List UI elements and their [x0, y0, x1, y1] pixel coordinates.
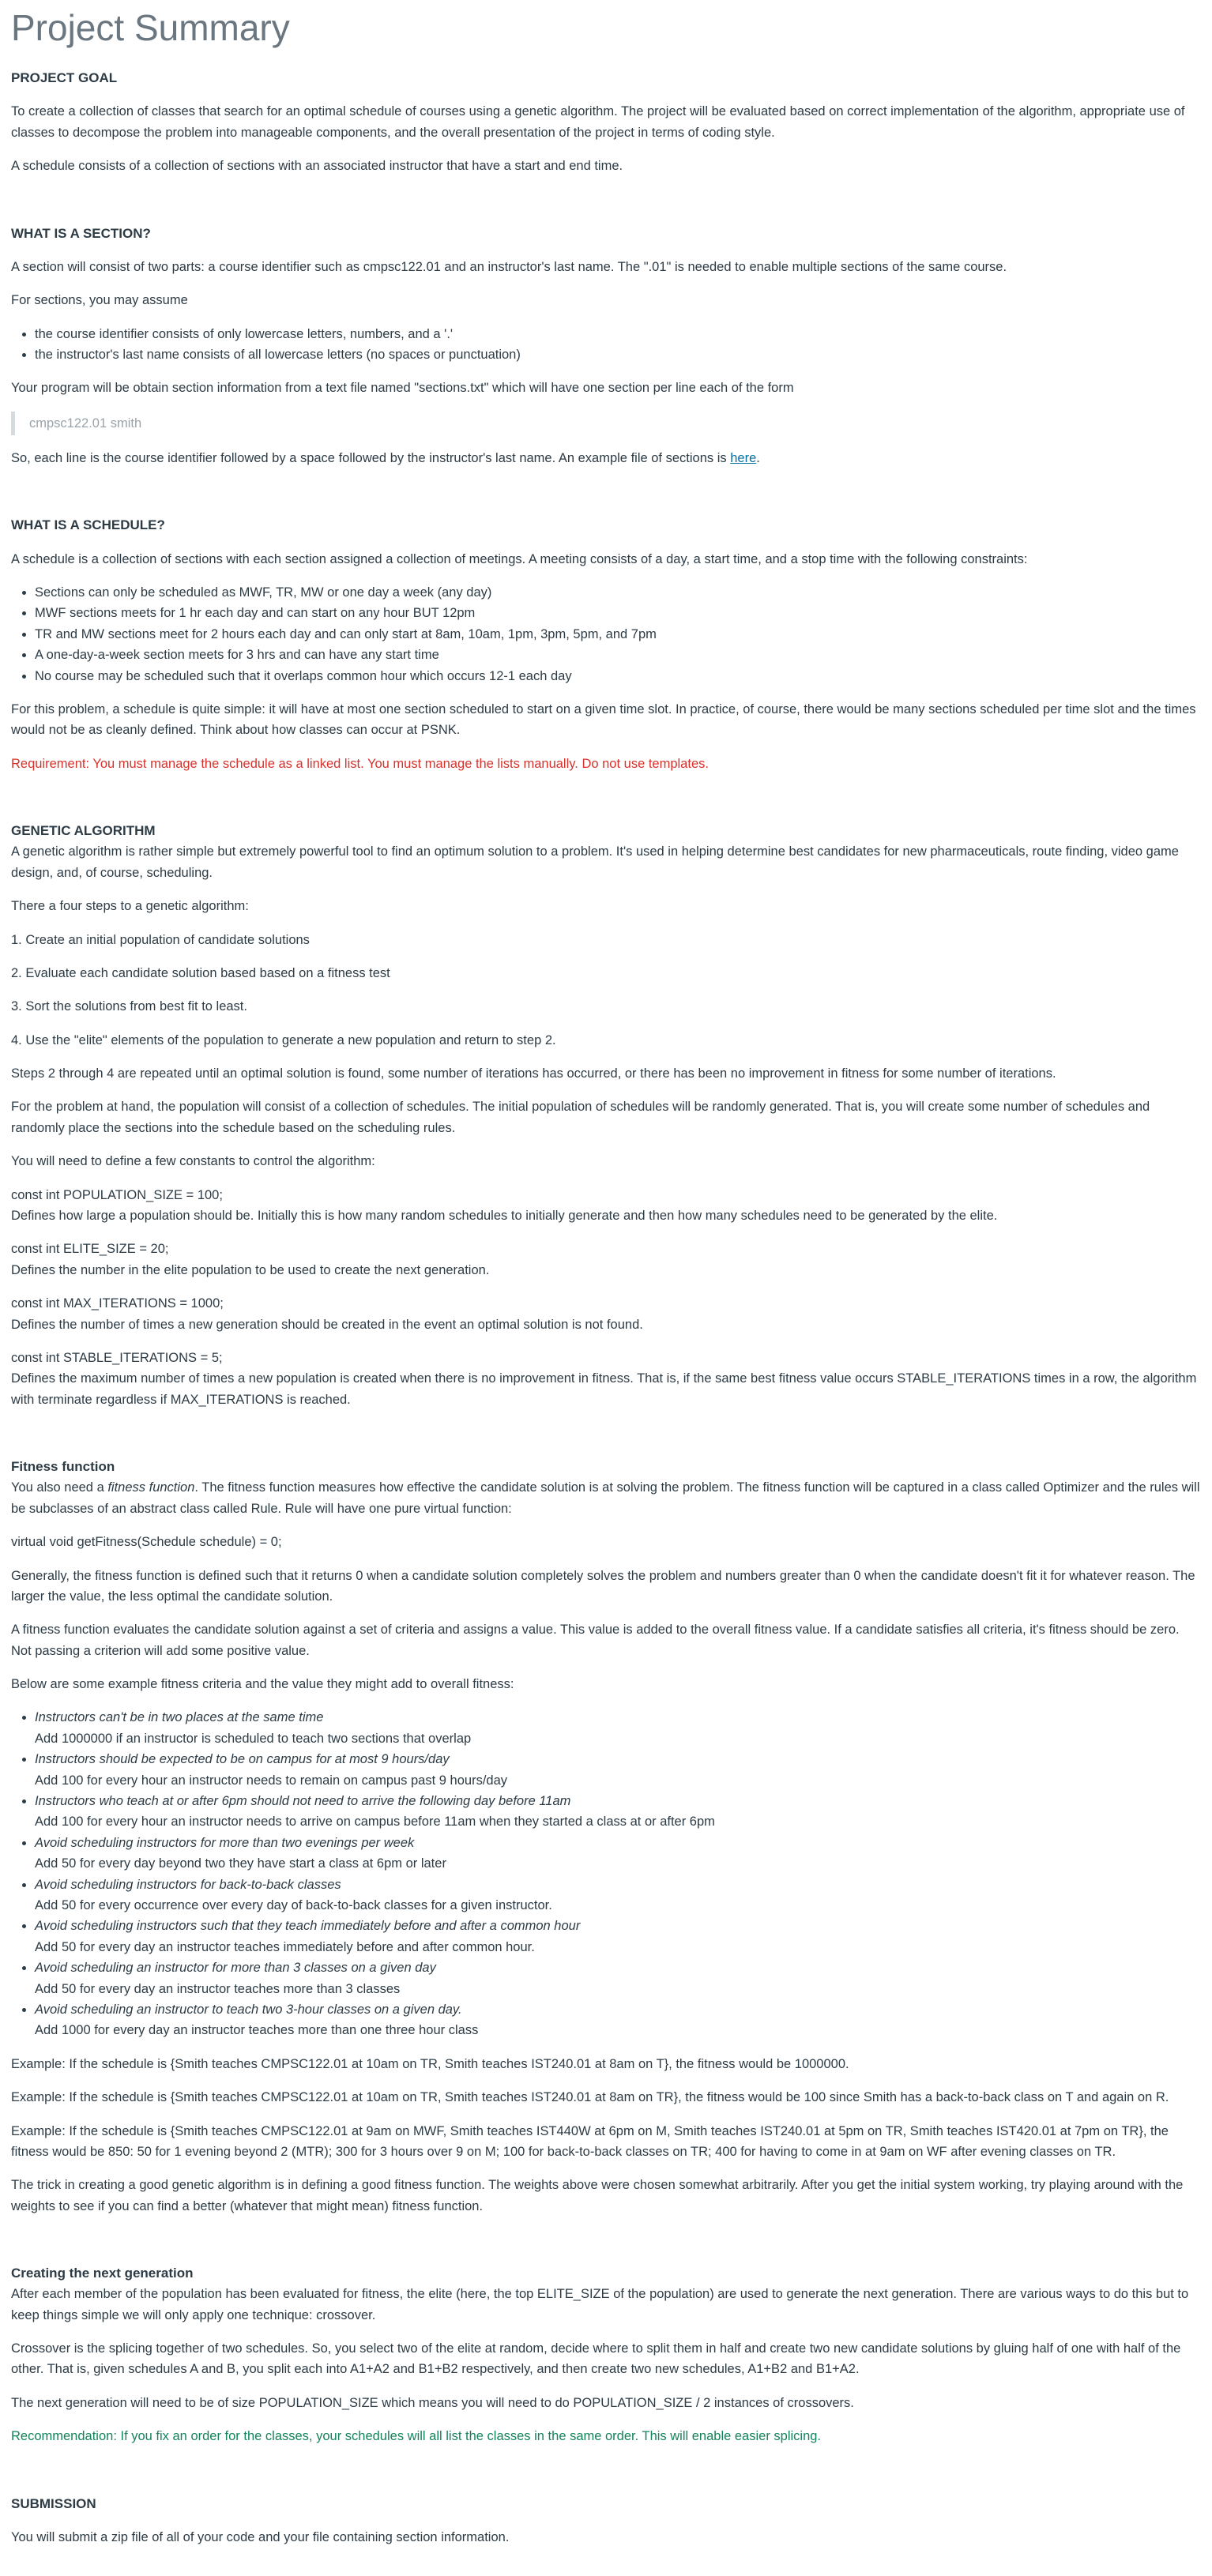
fitness-intro-em: fitness function [107, 1480, 195, 1495]
constant-definition [11, 1293, 1201, 1335]
schedule-intro-paragraph: A schedule is a collection of sections with each section assigned a collection of meetings. A meeting consists of a day, a start time, and a stop time with the following constraints: [11, 551, 1028, 566]
section-assumptions-list [11, 324, 1201, 366]
list-item: • No course may be scheduled such that it overlaps common hour which occurs 12-1 each day [35, 666, 1201, 686]
criterion-title: • Instructors should be expected to be on campus for at most 9 hours/day [35, 1752, 450, 1767]
schedule-constraints-list [11, 582, 1201, 686]
list-item [35, 1833, 1201, 1875]
section-intro-paragraph: A section will consist of two parts: a course identifier such as cmpsc122.01 and an instructor's last name. The ".01" is needed to enable multiple sections of the same course. [11, 259, 1007, 274]
genetic-step: 1. Create an initial population of candidate solutions [11, 932, 310, 947]
section-file-paragraph: Your program will be obtain section information from a text file named "sections.txt" which will have one section per line each of the form [11, 381, 794, 396]
criterion-description: Add 50 for every day an instructor teaches more than 3 classes [35, 1981, 401, 1996]
fitness-intro-rest: . The fitness function measures how effective the candidate solution is at solving the problem. The fitness function will be captured in a class called Optimizer and the rules will be subclasses of an abstract class called Rule. Rule will have one pure virtual function: [11, 1480, 1200, 1516]
criterion-description: Add 1000 for every day an instructor teaches more than one three hour class [35, 2023, 479, 2038]
fitness-criteria-intro: Below are some example fitness criteria and the value they might add to overall fitness: [11, 1677, 514, 1692]
constant-code: const int MAX_ITERATIONS = 1000; [11, 1296, 224, 1311]
constant-definition [11, 1185, 1201, 1227]
genetic-step: 2. Evaluate each candidate solution based based on a fitness test [11, 965, 390, 980]
submission-paragraph: You will submit a zip file of all of your code and your file containing section information. [11, 2529, 510, 2544]
genetic-steps-intro: There a four steps to a genetic algorithm: [11, 899, 249, 914]
fitness-example: Example: If the schedule is {Smith teaches CMPSC122.01 at 10am on TR, Smith teaches IST240.01 at 8am on T}, the fitness would be 1000000. [11, 2056, 849, 2071]
schedule-requirement: Requirement: You must manage the schedule as a linked list. You must manage the lists manually. Do not use templates. [11, 756, 709, 771]
fitness-intro-paragraph [11, 1477, 1201, 1519]
project-goal-heading: PROJECT GOAL [11, 70, 118, 86]
page-title: Project Summary [11, 7, 290, 48]
schedule-definition-paragraph: A schedule consists of a collection of sections with an associated instructor that have a start and end time. [11, 159, 623, 174]
list-item: • MWF sections meets for 1 hr each day and can start on any hour BUT 12pm [35, 603, 1201, 623]
constant-description: Defines the number in the elite population to be used to create the next generation. [11, 1262, 490, 1277]
fitness-criteria-list [11, 1707, 1201, 2040]
section-line-end: . [756, 451, 760, 466]
criterion-description: Add 50 for every day beyond two they have start a class at 6pm or later [35, 1856, 446, 1871]
genetic-intro-paragraph: A genetic algorithm is rather simple but extremely powerful tool to find an optimum solution to a problem. It's used in helping determine best candidates for new pharmaceuticals, route finding, video game design, and, of course, scheduling. [11, 844, 1179, 880]
submission-heading: SUBMISSION [11, 2495, 96, 2511]
section-example-blockquote: cmpsc122.01 smith [11, 412, 1201, 435]
criterion-title: • Avoid scheduling instructors for more than two evenings per week [35, 1835, 415, 1850]
list-item [35, 1916, 1201, 1957]
criterion-title: • Avoid scheduling instructors for back-to-back classes [35, 1877, 341, 1892]
list-item: • Sections can only be scheduled as MWF, TR, MW or one day a week (any day) [35, 582, 1201, 603]
genetic-constants-intro: You will need to define a few constants to control the algorithm: [11, 1154, 375, 1169]
genetic-heading: GENETIC ALGORITHM [11, 823, 156, 839]
section-heading: WHAT IS A SECTION? [11, 225, 151, 241]
constant-description: Defines the number of times a new generation should be created in the event an optimal solution is not found. [11, 1317, 643, 1332]
criterion-description: Add 50 for every day an instructor teaches immediately before and after common hour. [35, 1939, 535, 1954]
constant-definition [11, 1348, 1201, 1410]
section-line-text: So, each line is the course identifier followed by a space followed by the instructor's last name. An example file of sections is [11, 451, 731, 466]
fitness-heading: Fitness function [11, 1459, 115, 1475]
genetic-step: 3. Sort the solutions from best fit to least. [11, 999, 247, 1014]
list-item: • TR and MW sections meet for 2 hours each day and can only start at 8am, 10am, 1pm, 3pm, 5pm, and 7pm [35, 624, 1201, 645]
fitness-evaluate-paragraph: A fitness function evaluates the candidate solution against a set of criteria and assigns a value. This value is added to the overall fitness value. If a candidate satisfies all criteria, it's fitness should be zero. Not passing a criterion will add some positive value. [11, 1623, 1180, 1658]
criterion-title: • Avoid scheduling an instructor to teach two 3-hour classes on a given day. [35, 2002, 462, 2017]
constant-description: Defines how large a population should be. Initially this is how many random schedules to initially generate and then how many schedules need to be generated by the elite. [11, 1209, 998, 1224]
constant-code: const int STABLE_ITERATIONS = 5; [11, 1351, 223, 1365]
section-line-paragraph [11, 448, 1201, 468]
nextgen-size-paragraph: The next generation will need to be of size POPULATION_SIZE which means you will need to do POPULATION_SIZE / 2 instances of crossovers. [11, 2395, 854, 2410]
criterion-title: • Instructors can't be in two places at the same time [35, 1710, 324, 1725]
nextgen-intro-paragraph: After each member of the population has been evaluated for fitness, the elite (here, the top ELITE_SIZE of the population) are used to generate the next generation. There are various ways to do this but to keep things simple we will only apply one technique: crossover. [11, 2287, 1189, 2322]
project-goal-paragraph: To create a collection of classes that search for an optimal schedule of courses using a genetic algorithm. The project will be evaluated based on correct implementation of the algorithm, appropriate use of classes to decompose the problem into manageable components, and the overall presentation of the project in terms of coding style. [11, 104, 1185, 140]
constant-description: Defines the maximum number of times a new population is created when there is no improvement in fitness. That is, if the same best fitness value occurs STABLE_ITERATIONS times in a row, the algorithm with terminate regardless if MAX_ITERATIONS is reached. [11, 1371, 1197, 1407]
constant-code: const int ELITE_SIZE = 20; [11, 1242, 169, 1257]
schedule-heading: WHAT IS A SCHEDULE? [11, 517, 165, 533]
fitness-general-paragraph: Generally, the fitness function is defined such that it returns 0 when a candidate solution completely solves the problem and numbers greater than 0 when the candidate doesn't fit it for whatever reason. The larger the value, the less optimal the candidate solution. [11, 1568, 1195, 1604]
fitness-intro-start: You also need a [11, 1480, 108, 1495]
list-item: • the course identifier consists of only lowercase letters, numbers, and a '.' [35, 324, 1201, 344]
constant-code: const int POPULATION_SIZE = 100; [11, 1187, 223, 1202]
list-item [35, 1707, 1201, 1749]
schedule-simple-paragraph: For this problem, a schedule is quite simple: it will have at most one section scheduled to start on a given time slot. In practice, of course, there would be many sections scheduled per time slot and the times would not be as cleanly defined. Think about how classes can occur at PSNK. [11, 702, 1196, 738]
section-assume-paragraph: For sections, you may assume [11, 293, 188, 308]
criterion-description: Add 100 for every hour an instructor needs to remain on campus past 9 hours/day [35, 1773, 508, 1788]
genetic-population-paragraph: For the problem at hand, the population will consist of a collection of schedules. The initial population of schedules will be randomly generated. That is, you will create some number of schedules and randomly place the sections into the schedule based on the scheduling rules. [11, 1100, 1150, 1135]
nextgen-heading: Creating the next generation [11, 2266, 194, 2281]
criterion-title: • Avoid scheduling instructors such that they teach immediately before and after a common hour [35, 1919, 581, 1934]
list-item [35, 1875, 1201, 1916]
fitness-example: Example: If the schedule is {Smith teaches CMPSC122.01 at 10am on TR, Smith teaches IST240.01 at 8am on TR}, the fitness would be 100 since Smith has a back-to-back class on T and again on R. [11, 2090, 1169, 2105]
criterion-description: Add 50 for every occurrence over every day of back-to-back classes for a given instructor. [35, 1898, 552, 1912]
list-item [35, 1957, 1201, 1999]
list-item [35, 1749, 1201, 1791]
criterion-title: • Instructors who teach at or after 6pm should not need to arrive the following day before 11am [35, 1794, 571, 1809]
nextgen-crossover-paragraph: Crossover is the splicing together of two schedules. So, you select two of the elite at random, decide where to split them in half and create two new candidate solutions by gluing half of one with half of the other. That is, given schedules A and B, you split each into A1+A2 and B1+B2 respectively, and then create two new schedules, A1+B2 and B1+A2. [11, 2341, 1181, 2377]
nextgen-recommendation: Recommendation: If you fix an order for the classes, your schedules will all list the classes in the same order. This will enable easier splicing. [11, 2429, 822, 2444]
list-item: • A one-day-a-week section meets for 3 hrs and can have any start time [35, 645, 1201, 665]
criterion-description: Add 1000000 if an instructor is scheduled to teach two sections that overlap [35, 1731, 472, 1746]
fitness-example: Example: If the schedule is {Smith teaches CMPSC122.01 at 9am on MWF, Smith teaches IST440W at 6pm on M, Smith teaches IST240.01 at 5pm on TR, Smith teaches IST420.01 at 7pm on TR}, the fitness would be 850: 50 for 1 evening beyond 2 (MTR); 300 for 3 hours over 9 on M; 100 for back-to-back classes on TR; 400 for having to come in at 9am on WF after evening classes on TR. [11, 2123, 1169, 2159]
list-item [35, 1791, 1201, 1833]
criterion-title: • Avoid scheduling an instructor for more than 3 classes on a given day [35, 1961, 436, 1976]
fitness-trick-paragraph: The trick in creating a good genetic algorithm is in defining a good fitness function. The weights above were chosen somewhat arbitrarily. After you get the initial system working, try playing around with the weights to see if you can find a better (whatever that might mean) fitness function. [11, 2178, 1184, 2213]
fitness-code: virtual void getFitness(Schedule schedule) = 0; [11, 1535, 282, 1550]
constant-definition [11, 1239, 1201, 1280]
list-item: • the instructor's last name consists of all lowercase letters (no spaces or punctuation) [35, 344, 1201, 365]
sections-example-link[interactable]: here [730, 451, 757, 466]
genetic-step: 4. Use the "elite" elements of the population to generate a new population and return to step 2. [11, 1032, 556, 1047]
genetic-repeat-paragraph: Steps 2 through 4 are repeated until an optimal solution is found, some number of iterations has occurred, or there has been no improvement in fitness for some number of iterations. [11, 1066, 1056, 1081]
list-item [35, 1999, 1201, 2041]
criterion-description: Add 100 for every hour an instructor needs to arrive on campus before 11am when they started a class at or after 6pm [35, 1814, 715, 1830]
